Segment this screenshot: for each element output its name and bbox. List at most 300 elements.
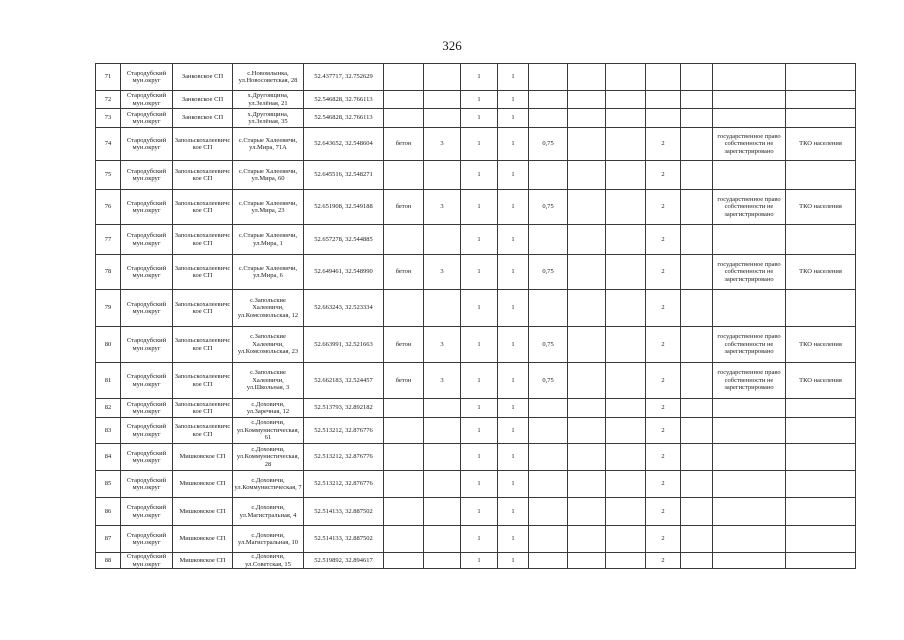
- cell-purpose: ТКО населения: [786, 190, 856, 225]
- cell-col-14: [681, 109, 713, 128]
- cell-row-number: 73: [96, 109, 121, 128]
- cell-surface-material: [384, 553, 424, 569]
- cell-col-7: 3: [424, 255, 461, 290]
- cell-district: Стародубский мун.округ: [121, 255, 173, 290]
- cell-col-7: [424, 444, 461, 471]
- cell-col-9: 1: [498, 109, 529, 128]
- cell-ownership: [713, 471, 786, 498]
- cell-col-14: [681, 161, 713, 190]
- cell-col-13: 2: [646, 128, 681, 161]
- cell-purpose: [786, 553, 856, 569]
- table-row: [96, 255, 856, 290]
- cell-address: с.Доховичи, ул.Советская, 15: [233, 553, 304, 569]
- cell-col-10: [529, 290, 568, 327]
- cell-settlement: Запольскохалеевичское СП: [173, 418, 233, 444]
- cell-row-number: 75: [96, 161, 121, 190]
- cell-settlement: Занковское СП: [173, 109, 233, 128]
- cell-col-14: [681, 363, 713, 399]
- cell-col-13: 2: [646, 553, 681, 569]
- cell-col-12: [606, 64, 646, 91]
- cell-col-12: [606, 553, 646, 569]
- cell-col-10: [529, 399, 568, 418]
- cell-col-13: 2: [646, 471, 681, 498]
- table-row: [96, 91, 856, 109]
- cell-col-14: [681, 290, 713, 327]
- cell-col-11: [568, 444, 606, 471]
- cell-settlement: Запольскохалеевичское СП: [173, 161, 233, 190]
- cell-col-7: 3: [424, 128, 461, 161]
- table-row: [96, 190, 856, 225]
- cell-col-13: [646, 109, 681, 128]
- cell-district: Стародубский мун.округ: [121, 161, 173, 190]
- cell-row-number: 80: [96, 327, 121, 363]
- cell-col-13: 2: [646, 363, 681, 399]
- cell-col-10: [529, 64, 568, 91]
- cell-col-14: [681, 327, 713, 363]
- cell-purpose: [786, 418, 856, 444]
- cell-col-8: 1: [461, 418, 498, 444]
- cell-district: Стародубский мун.округ: [121, 399, 173, 418]
- cell-surface-material: бетон: [384, 190, 424, 225]
- cell-col-9: 1: [498, 128, 529, 161]
- cell-col-14: [681, 64, 713, 91]
- cell-district: Стародубский мун.округ: [121, 418, 173, 444]
- table-row: [96, 526, 856, 553]
- cell-col-10: [529, 526, 568, 553]
- cell-col-13: 2: [646, 418, 681, 444]
- cell-row-number: 78: [96, 255, 121, 290]
- cell-col-7: [424, 109, 461, 128]
- cell-address: с.Доховичи, ул.Магистральная, 10: [233, 526, 304, 553]
- cell-surface-material: бетон: [384, 327, 424, 363]
- cell-col-7: [424, 553, 461, 569]
- cell-col-7: [424, 161, 461, 190]
- cell-col-8: 1: [461, 91, 498, 109]
- cell-district: Стародубский мун.округ: [121, 91, 173, 109]
- cell-surface-material: [384, 526, 424, 553]
- cell-row-number: 77: [96, 225, 121, 255]
- table-row: [96, 444, 856, 471]
- cell-district: Стародубский мун.округ: [121, 64, 173, 91]
- cell-district: Стародубский мун.округ: [121, 498, 173, 526]
- cell-col-11: [568, 190, 606, 225]
- cell-col-9: 1: [498, 418, 529, 444]
- cell-ownership: [713, 64, 786, 91]
- cell-col-8: 1: [461, 290, 498, 327]
- cell-coordinates: 52.546828, 32.766113: [304, 109, 384, 128]
- cell-address: с.Старые Халеевичи, ул.Мира, 71А: [233, 128, 304, 161]
- cell-col-9: 1: [498, 161, 529, 190]
- cell-col-9: 1: [498, 444, 529, 471]
- cell-col-7: 3: [424, 190, 461, 225]
- cell-address: с.Старые Халеевичи, ул.Мира, 6: [233, 255, 304, 290]
- cell-col-12: [606, 444, 646, 471]
- table-row: [96, 225, 856, 255]
- cell-row-number: 88: [96, 553, 121, 569]
- cell-col-14: [681, 471, 713, 498]
- cell-col-10: [529, 498, 568, 526]
- cell-ownership: [713, 526, 786, 553]
- cell-col-10: 0,75: [529, 190, 568, 225]
- cell-col-8: 1: [461, 526, 498, 553]
- cell-purpose: [786, 91, 856, 109]
- cell-col-10: [529, 444, 568, 471]
- cell-col-9: 1: [498, 399, 529, 418]
- cell-col-9: 1: [498, 327, 529, 363]
- cell-settlement: Мишковское СП: [173, 444, 233, 471]
- cell-col-7: 3: [424, 327, 461, 363]
- cell-col-10: [529, 225, 568, 255]
- cell-col-12: [606, 128, 646, 161]
- table-row: [96, 64, 856, 91]
- cell-address: х.Друговщина, ул.Зелёная, 35: [233, 109, 304, 128]
- cell-col-10: [529, 161, 568, 190]
- cell-ownership: [713, 91, 786, 109]
- cell-col-14: [681, 418, 713, 444]
- cell-col-11: [568, 418, 606, 444]
- table-row: [96, 418, 856, 444]
- cell-col-14: [681, 553, 713, 569]
- cell-col-12: [606, 327, 646, 363]
- cell-row-number: 81: [96, 363, 121, 399]
- cell-settlement: Мишковское СП: [173, 526, 233, 553]
- cell-settlement: Запольскохалеевичское СП: [173, 363, 233, 399]
- cell-col-10: [529, 91, 568, 109]
- cell-ownership: [713, 161, 786, 190]
- cell-surface-material: [384, 418, 424, 444]
- cell-district: Стародубский мун.округ: [121, 225, 173, 255]
- cell-col-10: [529, 553, 568, 569]
- cell-col-9: 1: [498, 363, 529, 399]
- cell-col-11: [568, 498, 606, 526]
- cell-col-11: [568, 327, 606, 363]
- cell-coordinates: 52.519892, 32.894617: [304, 553, 384, 569]
- cell-settlement: Занковское СП: [173, 64, 233, 91]
- cell-ownership: государственное право собственности не зарегистрировано: [713, 255, 786, 290]
- cell-settlement: Мишковское СП: [173, 498, 233, 526]
- cell-surface-material: [384, 471, 424, 498]
- cell-coordinates: 52.513793, 32.892182: [304, 399, 384, 418]
- cell-coordinates: 52.649461, 32.548990: [304, 255, 384, 290]
- cell-purpose: ТКО населения: [786, 255, 856, 290]
- cell-address: с.Новомлынка, ул.Новосоветская, 28: [233, 64, 304, 91]
- cell-ownership: государственное право собственности не зарегистрировано: [713, 327, 786, 363]
- cell-surface-material: [384, 399, 424, 418]
- cell-col-10: 0,75: [529, 128, 568, 161]
- cell-ownership: государственное право собственности не зарегистрировано: [713, 128, 786, 161]
- cell-coordinates: 52.514133, 32.887502: [304, 498, 384, 526]
- cell-col-13: 2: [646, 526, 681, 553]
- cell-col-10: 0,75: [529, 363, 568, 399]
- cell-col-13: 2: [646, 290, 681, 327]
- table-row: [96, 363, 856, 399]
- cell-ownership: [713, 109, 786, 128]
- cell-purpose: [786, 444, 856, 471]
- cell-col-12: [606, 526, 646, 553]
- cell-col-11: [568, 225, 606, 255]
- table-row: [96, 498, 856, 526]
- cell-purpose: [786, 161, 856, 190]
- cell-row-number: 76: [96, 190, 121, 225]
- cell-ownership: [713, 498, 786, 526]
- cell-col-14: [681, 128, 713, 161]
- cell-address: с.Старые Халеевичи, ул.Мира, 23: [233, 190, 304, 225]
- cell-col-11: [568, 109, 606, 128]
- cell-col-11: [568, 64, 606, 91]
- cell-surface-material: [384, 290, 424, 327]
- cell-address: с.Доховичи, ул.Коммунистическая, 7: [233, 471, 304, 498]
- cell-col-9: 1: [498, 64, 529, 91]
- cell-ownership: [713, 290, 786, 327]
- cell-coordinates: 52.651908, 32.549188: [304, 190, 384, 225]
- cell-col-11: [568, 290, 606, 327]
- table-row: [96, 399, 856, 418]
- cell-coordinates: 52.657278, 32.544885: [304, 225, 384, 255]
- cell-col-12: [606, 290, 646, 327]
- cell-row-number: 71: [96, 64, 121, 91]
- cell-col-12: [606, 91, 646, 109]
- page-number: 326: [442, 38, 462, 53]
- cell-address: с.Доховичи, ул.Магистральная, 4: [233, 498, 304, 526]
- cell-col-9: 1: [498, 526, 529, 553]
- cell-purpose: [786, 290, 856, 327]
- table-row: [96, 161, 856, 190]
- cell-purpose: [786, 109, 856, 128]
- cell-coordinates: 52.513212, 32.876776: [304, 444, 384, 471]
- cell-col-14: [681, 498, 713, 526]
- table-row: [96, 553, 856, 569]
- cell-surface-material: [384, 64, 424, 91]
- cell-purpose: ТКО населения: [786, 363, 856, 399]
- cell-address: с.Старые Халеевичи, ул.Мира, 1: [233, 225, 304, 255]
- cell-col-12: [606, 471, 646, 498]
- cell-surface-material: бетон: [384, 255, 424, 290]
- cell-col-13: 2: [646, 255, 681, 290]
- cell-col-11: [568, 526, 606, 553]
- cell-ownership: [713, 418, 786, 444]
- container-sites-table: [95, 63, 856, 569]
- cell-coordinates: 52.643652, 32.548604: [304, 128, 384, 161]
- cell-ownership: [713, 225, 786, 255]
- cell-row-number: 86: [96, 498, 121, 526]
- cell-col-12: [606, 161, 646, 190]
- cell-col-14: [681, 190, 713, 225]
- cell-row-number: 79: [96, 290, 121, 327]
- cell-address: с.Старые Халеевичи, ул.Мира, 60: [233, 161, 304, 190]
- cell-address: с.Запольские Халеевичи, ул.Комсомольская, 12: [233, 290, 304, 327]
- cell-col-12: [606, 498, 646, 526]
- cell-col-11: [568, 91, 606, 109]
- cell-coordinates: 52.663243, 32.523334: [304, 290, 384, 327]
- cell-coordinates: 52.662183, 32.524457: [304, 363, 384, 399]
- cell-col-9: 1: [498, 471, 529, 498]
- cell-address: с.Запольские Халеевичи, ул.Школьная, 3: [233, 363, 304, 399]
- cell-col-7: [424, 526, 461, 553]
- cell-purpose: [786, 225, 856, 255]
- table-row: [96, 471, 856, 498]
- cell-col-7: [424, 91, 461, 109]
- cell-surface-material: бетон: [384, 128, 424, 161]
- cell-col-13: 2: [646, 225, 681, 255]
- cell-col-13: 2: [646, 444, 681, 471]
- cell-col-8: 1: [461, 327, 498, 363]
- cell-col-13: [646, 64, 681, 91]
- cell-ownership: государственное право собственности не зарегистрировано: [713, 363, 786, 399]
- table-row: [96, 128, 856, 161]
- cell-row-number: 87: [96, 526, 121, 553]
- cell-col-14: [681, 255, 713, 290]
- cell-purpose: ТКО населения: [786, 327, 856, 363]
- cell-surface-material: [384, 225, 424, 255]
- cell-col-11: [568, 128, 606, 161]
- cell-col-7: [424, 471, 461, 498]
- cell-col-13: 2: [646, 161, 681, 190]
- cell-col-9: 1: [498, 498, 529, 526]
- cell-district: Стародубский мун.округ: [121, 444, 173, 471]
- cell-col-7: [424, 64, 461, 91]
- cell-col-8: 1: [461, 363, 498, 399]
- cell-purpose: [786, 399, 856, 418]
- cell-settlement: Запольскохалеевичское СП: [173, 255, 233, 290]
- cell-settlement: Запольскохалеевичское СП: [173, 225, 233, 255]
- cell-col-14: [681, 225, 713, 255]
- cell-col-8: 1: [461, 399, 498, 418]
- cell-col-8: 1: [461, 225, 498, 255]
- cell-col-12: [606, 399, 646, 418]
- cell-settlement: Мишковское СП: [173, 553, 233, 569]
- cell-col-14: [681, 526, 713, 553]
- cell-col-11: [568, 255, 606, 290]
- cell-settlement: Запольскохалеевичское СП: [173, 399, 233, 418]
- cell-col-12: [606, 363, 646, 399]
- cell-col-12: [606, 109, 646, 128]
- cell-col-9: 1: [498, 190, 529, 225]
- cell-col-8: 1: [461, 128, 498, 161]
- cell-row-number: 74: [96, 128, 121, 161]
- table-row: [96, 327, 856, 363]
- cell-col-11: [568, 553, 606, 569]
- cell-surface-material: бетон: [384, 363, 424, 399]
- cell-col-12: [606, 225, 646, 255]
- cell-col-8: 1: [461, 64, 498, 91]
- cell-col-10: [529, 471, 568, 498]
- cell-district: Стародубский мун.округ: [121, 363, 173, 399]
- cell-row-number: 72: [96, 91, 121, 109]
- cell-col-11: [568, 161, 606, 190]
- table-row: [96, 290, 856, 327]
- cell-col-8: 1: [461, 471, 498, 498]
- cell-coordinates: 52.437717, 32.752629: [304, 64, 384, 91]
- cell-col-9: 1: [498, 255, 529, 290]
- cell-col-8: 1: [461, 109, 498, 128]
- cell-district: Стародубский мун.округ: [121, 553, 173, 569]
- cell-row-number: 83: [96, 418, 121, 444]
- cell-row-number: 84: [96, 444, 121, 471]
- cell-purpose: ТКО населения: [786, 128, 856, 161]
- cell-address: с.Запольские Халеевичи, ул.Комсомольская, 23: [233, 327, 304, 363]
- cell-district: Стародубский мун.округ: [121, 109, 173, 128]
- cell-surface-material: [384, 91, 424, 109]
- cell-row-number: 82: [96, 399, 121, 418]
- cell-col-8: 1: [461, 161, 498, 190]
- cell-col-8: 1: [461, 255, 498, 290]
- cell-col-7: [424, 418, 461, 444]
- cell-district: Стародубский мун.округ: [121, 526, 173, 553]
- cell-district: Стародубский мун.округ: [121, 327, 173, 363]
- cell-col-10: [529, 109, 568, 128]
- cell-purpose: [786, 526, 856, 553]
- cell-surface-material: [384, 109, 424, 128]
- cell-col-7: 3: [424, 363, 461, 399]
- cell-settlement: Занковское СП: [173, 91, 233, 109]
- cell-settlement: Запольскохалеевичское СП: [173, 190, 233, 225]
- cell-col-7: [424, 225, 461, 255]
- cell-ownership: государственное право собственности не зарегистрировано: [713, 190, 786, 225]
- cell-coordinates: 52.546828, 32.766113: [304, 91, 384, 109]
- cell-col-12: [606, 255, 646, 290]
- cell-col-9: 1: [498, 290, 529, 327]
- cell-settlement: Запольскохалеевичское СП: [173, 327, 233, 363]
- cell-col-10: 0,75: [529, 327, 568, 363]
- cell-col-13: 2: [646, 399, 681, 418]
- cell-address: х.Друговщина, ул.Зелёная, 21: [233, 91, 304, 109]
- cell-col-7: [424, 399, 461, 418]
- cell-col-12: [606, 418, 646, 444]
- cell-ownership: [713, 444, 786, 471]
- cell-col-8: 1: [461, 553, 498, 569]
- cell-coordinates: 52.645516, 32.548271: [304, 161, 384, 190]
- cell-col-9: 1: [498, 225, 529, 255]
- cell-purpose: [786, 498, 856, 526]
- cell-col-13: 2: [646, 327, 681, 363]
- cell-col-9: 1: [498, 91, 529, 109]
- cell-col-11: [568, 363, 606, 399]
- cell-settlement: Мишковское СП: [173, 471, 233, 498]
- cell-settlement: Запольскохалеевичское СП: [173, 128, 233, 161]
- cell-col-10: [529, 418, 568, 444]
- cell-district: Стародубский мун.округ: [121, 190, 173, 225]
- cell-col-14: [681, 399, 713, 418]
- cell-col-14: [681, 91, 713, 109]
- cell-col-13: [646, 91, 681, 109]
- cell-col-11: [568, 399, 606, 418]
- cell-settlement: Запольскохалеевичское СП: [173, 290, 233, 327]
- cell-col-9: 1: [498, 553, 529, 569]
- cell-surface-material: [384, 498, 424, 526]
- cell-row-number: 85: [96, 471, 121, 498]
- cell-coordinates: 52.513212, 32.876776: [304, 471, 384, 498]
- cell-surface-material: [384, 161, 424, 190]
- cell-district: Стародубский мун.округ: [121, 290, 173, 327]
- cell-col-10: 0,75: [529, 255, 568, 290]
- cell-coordinates: 52.663991, 32.521663: [304, 327, 384, 363]
- cell-col-14: [681, 444, 713, 471]
- cell-ownership: [713, 399, 786, 418]
- table-body: [96, 64, 856, 569]
- cell-col-11: [568, 471, 606, 498]
- table-row: [96, 109, 856, 128]
- cell-coordinates: 52.514133, 32.887502: [304, 526, 384, 553]
- cell-district: Стародубский мун.округ: [121, 128, 173, 161]
- cell-district: Стародубский мун.округ: [121, 471, 173, 498]
- cell-col-13: 2: [646, 190, 681, 225]
- cell-col-12: [606, 190, 646, 225]
- cell-col-13: 2: [646, 498, 681, 526]
- cell-address: с.Доховичи, ул.Коммунистическая, 61: [233, 418, 304, 444]
- cell-purpose: [786, 64, 856, 91]
- cell-purpose: [786, 471, 856, 498]
- cell-col-8: 1: [461, 190, 498, 225]
